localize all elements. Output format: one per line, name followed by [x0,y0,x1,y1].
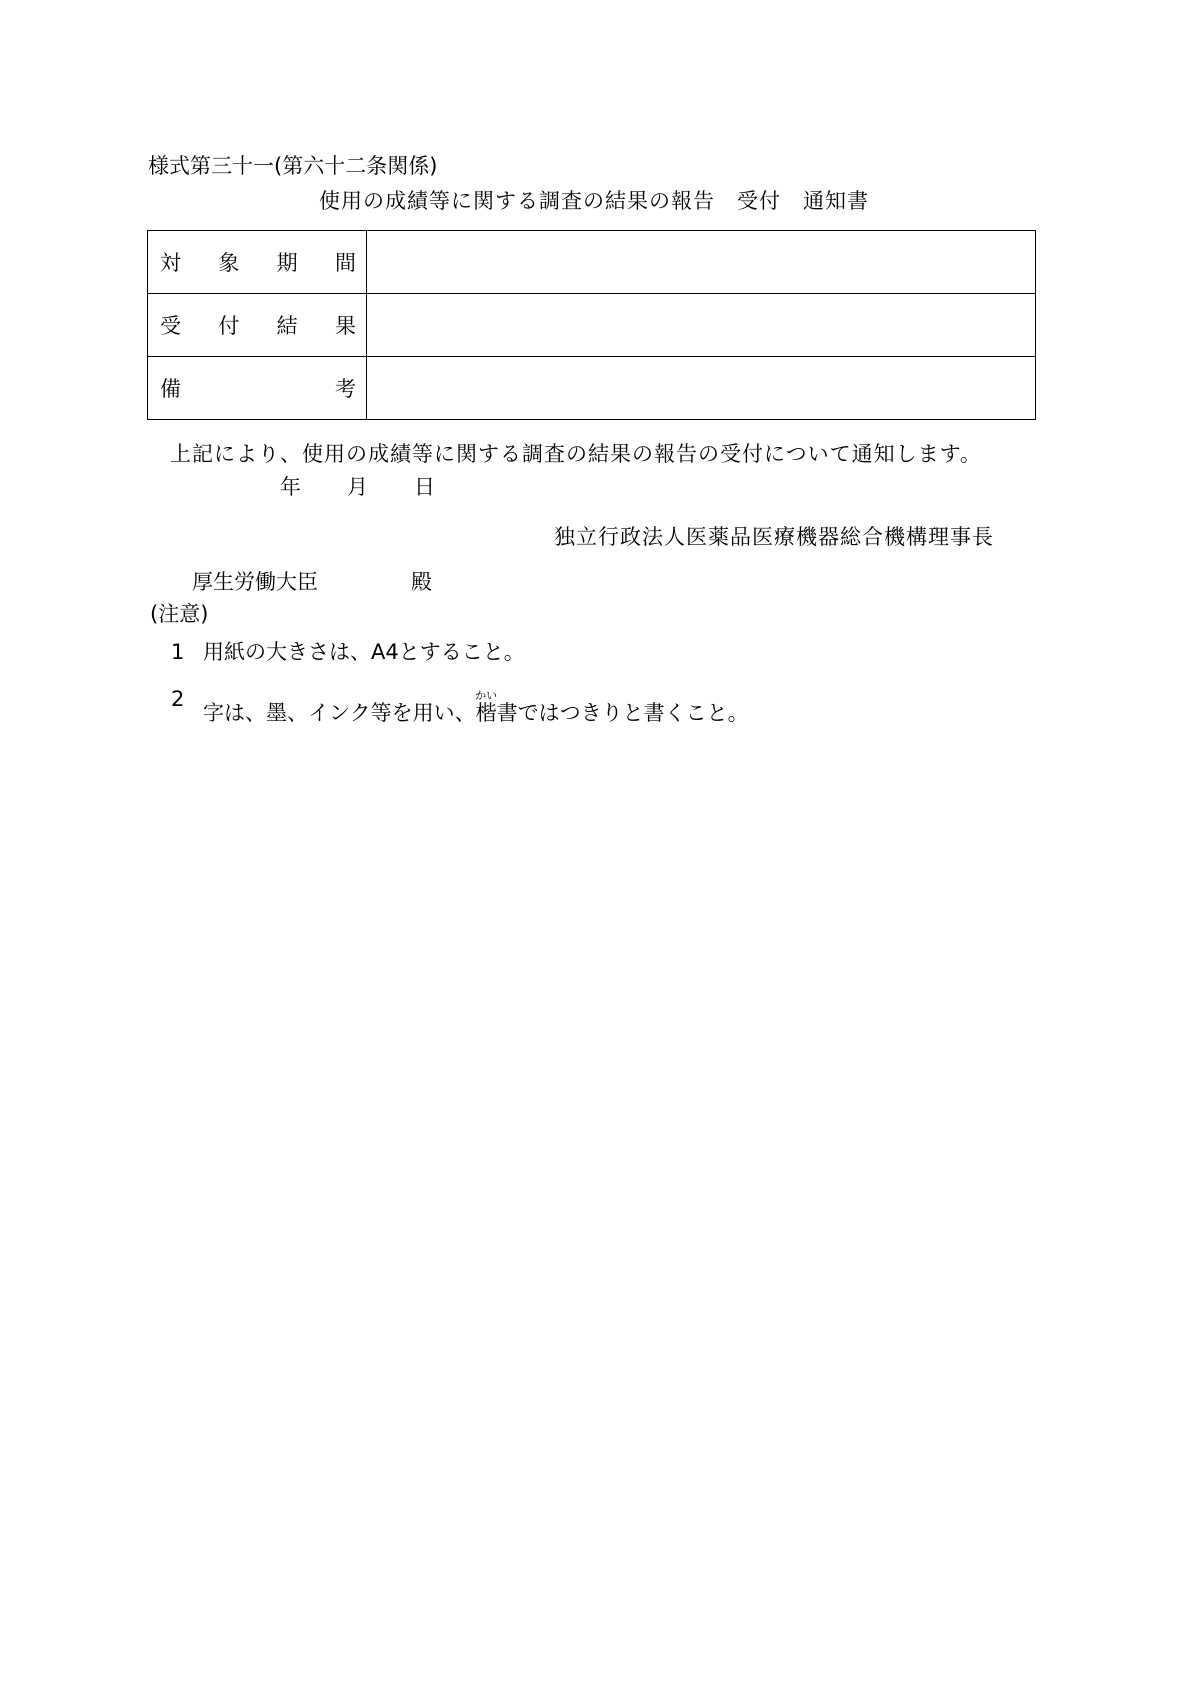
label-cell [148,231,367,294]
ruby-reading: かい [475,689,498,702]
label-char: 備 [160,377,181,401]
date-month: 月 [347,475,368,499]
issuer: 独立行政法人医薬品医療機器総合機構理事長 [554,525,994,549]
label-char: 結 [276,314,298,338]
label-char: 考 [335,377,356,401]
table-row [148,231,1036,294]
body-text: 上記により、使用の成績等に関する調査の結果の報告の受付について通知します。 [170,442,982,466]
target-period-field[interactable] [367,231,1036,294]
label-char: 象 [218,251,240,275]
label-cell [148,294,367,357]
date-day: 日 [414,475,435,499]
form-number: 様式第三十一(第六十二条関係) [148,154,438,178]
note-text-part: 字は、墨、インク等を用い、 [203,701,476,725]
table-row [148,357,1036,420]
label-char: 受 [160,314,181,338]
label-char: 期 [276,251,298,275]
page-title: 使用の成績等に関する調査の結果の報告 受付 通知書 [319,189,869,213]
ruby-word [475,689,498,725]
label-cell [148,357,367,420]
date-year: 年 [280,475,301,499]
notes-heading: (注意) [150,602,209,626]
label-char: 付 [218,314,240,338]
note-text [203,689,749,724]
label-char: 間 [334,251,356,275]
honorific: 殿 [411,570,432,594]
note-number: 2 [171,687,185,711]
label-char: 対 [160,251,181,275]
addressee: 厚生労働大臣 [192,570,318,594]
remarks-field[interactable] [367,357,1036,420]
receipt-result-field[interactable] [367,294,1036,357]
table-row [148,294,1036,357]
note-text-part: 書ではつきりと書くこと。 [496,701,749,725]
ruby-base: 楷 [475,701,498,725]
note-text: 用紙の大きさは、A4とすること。 [203,640,525,664]
notice-table [147,230,1036,420]
note-number: 1 [171,640,185,664]
label-char: 果 [334,314,356,338]
